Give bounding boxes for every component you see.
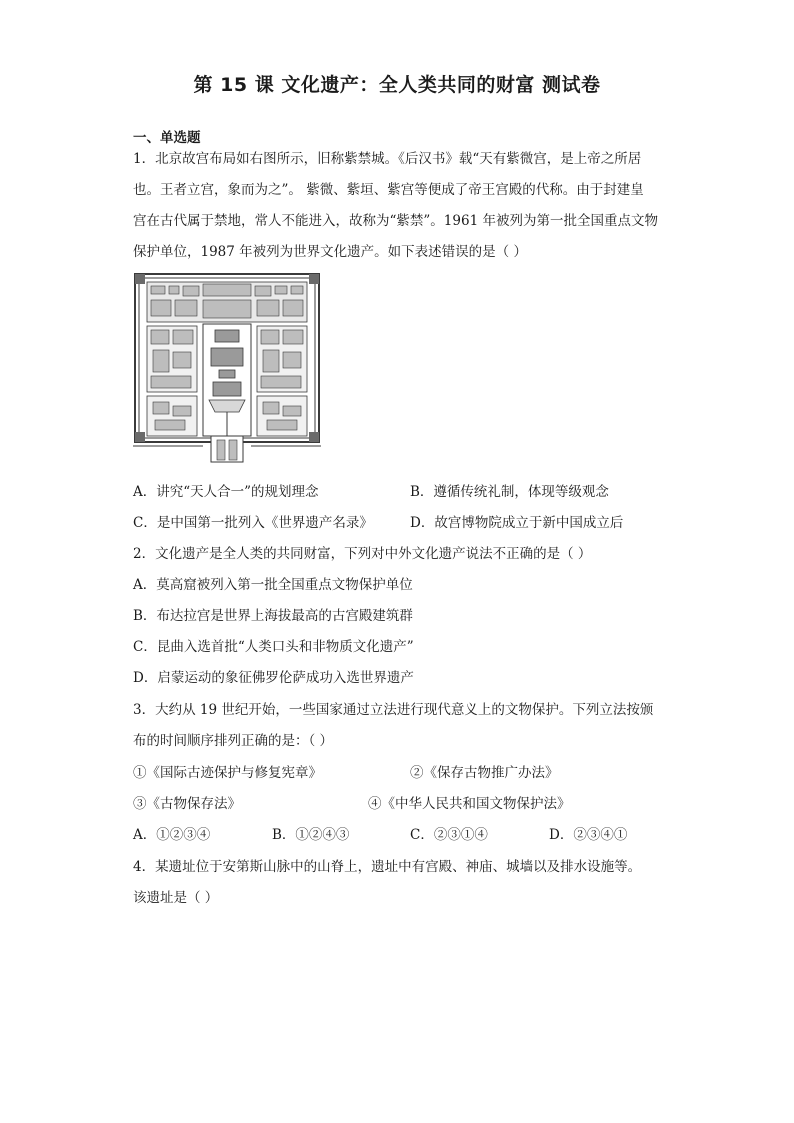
- q1-line-2: 也。王者立宫，象而为之”。 紫微、紫垣、紫宫等便成了帝王宫殿的代称。由于封建皇: [133, 182, 644, 198]
- q3-line-1: 3．大约从 19 世纪开始，一些国家通过立法进行现代意义上的文物保护。下列立法按颁: [133, 702, 654, 718]
- q3-item-4: ④《中华人民共和国文物保护法》: [368, 796, 571, 812]
- q3-option-a[interactable]: A．①②③④: [133, 827, 211, 843]
- q3-line-2: 布的时间顺序排列正确的是：（ ）: [133, 733, 334, 749]
- q4-line-2: 该遗址是（ ）: [133, 890, 219, 906]
- q1-option-c[interactable]: C．是中国第一批列入《世界遗产名录》: [133, 515, 373, 531]
- q1-option-d[interactable]: D．故宫博物院成立于新中国成立后: [410, 515, 624, 531]
- q2-stem: 2．文化遗产是全人类的共同财富，下列对中外文化遗产说法不正确的是（ ）: [133, 546, 592, 562]
- page-title: 第 15 课 文化遗产：全人类共同的财富 测试卷: [193, 74, 601, 96]
- q3-item-3: ③《古物保存法》: [133, 796, 241, 812]
- q1-line-1: 1．北京故宫布局如右图所示，旧称紫禁城。《后汉书》载“天有紫微宫，是上帝之所居: [133, 151, 642, 167]
- q2-option-d[interactable]: D．启蒙运动的象征佛罗伦萨成功入选世界遗产: [133, 670, 414, 686]
- q3-option-d[interactable]: D．②③④①: [549, 827, 628, 843]
- q1-option-a[interactable]: A．讲究“天人合一”的规划理念: [133, 484, 319, 500]
- q3-option-b[interactable]: B．①②④③: [272, 827, 350, 843]
- q2-option-a[interactable]: A．莫高窟被列入第一批全国重点文物保护单位: [133, 577, 413, 593]
- forbidden-city-plan-map-icon: [133, 272, 321, 468]
- q2-option-b[interactable]: B．布达拉宫是世界上海拔最高的古宫殿建筑群: [133, 608, 413, 624]
- section-heading: 一、单选题: [133, 130, 201, 146]
- q2-option-c[interactable]: C．昆曲入选首批“人类口头和非物质文化遗产”: [133, 639, 414, 655]
- forbidden-city-map-image: [133, 272, 321, 468]
- q1-line-3: 宫在古代属于禁地，常人不能进入，故称为“紫禁”。1961 年被列为第一批全国重点文物: [133, 213, 658, 229]
- q3-option-c[interactable]: C．②③①④: [410, 827, 488, 843]
- q3-item-1: ①《国际古迹保护与修复宪章》: [133, 765, 322, 781]
- q4-line-1: 4．某遗址位于安第斯山脉中的山脊上，遗址中有宫殿、神庙、城墙以及排水设施等。: [133, 859, 642, 875]
- q1-option-b[interactable]: B．遵循传统礼制，体现等级观念: [410, 484, 609, 500]
- q1-line-4: 保护单位，1987 年被列为世界文化遗产。如下表述错误的是（ ）: [133, 244, 527, 260]
- q3-item-2: ②《保存古物推广办法》: [410, 765, 559, 781]
